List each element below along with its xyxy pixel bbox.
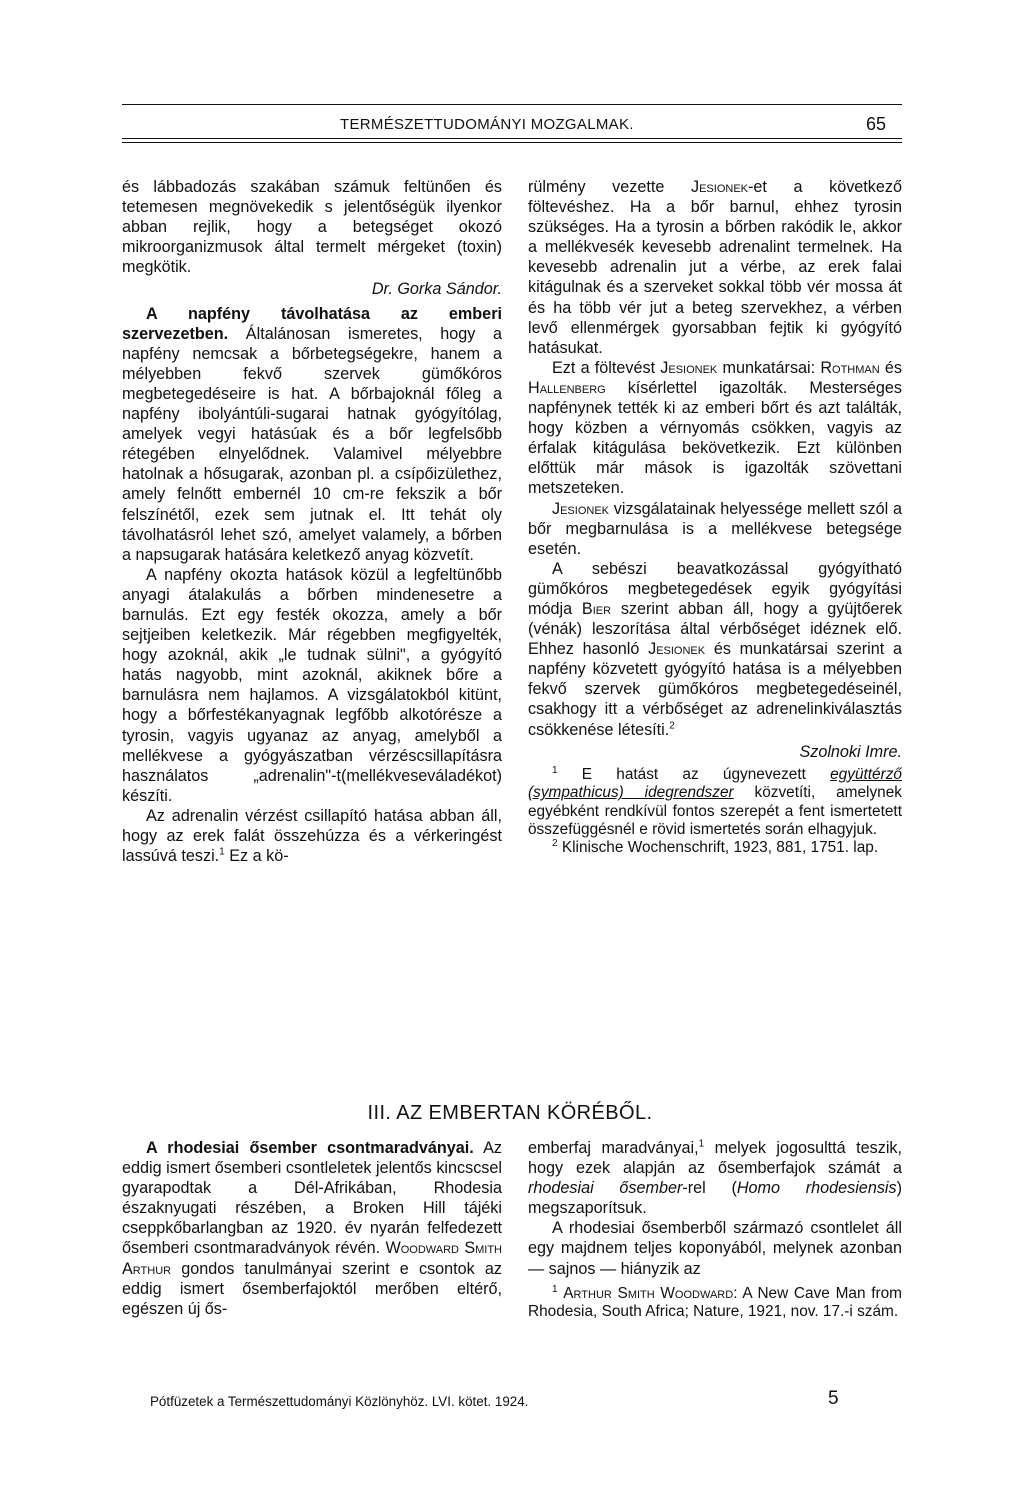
person-name: Woodward Smith Arthur	[122, 1239, 503, 1278]
paragraph-text: szerint abban áll, hogy a gyüjtőerek (vénák) leszorítása által vérbőséget idéznek elő. Ehhez hasonló	[528, 599, 902, 659]
emphasized-term: rhodesiai ősember	[528, 1179, 683, 1198]
paragraph-text: Ezt a föltevést	[552, 358, 661, 377]
left-column-top	[122, 177, 502, 866]
paragraph-text: vizsgálatainak helyessége mellett szól a bőr megbarnulása is a mellékvese betegsége esetén.	[528, 499, 902, 558]
page-number: 65	[866, 114, 887, 134]
paragraph-text: rülmény vezette	[528, 178, 691, 196]
paragraph-text: A sebészi beavatkozással gyógyítható gümőkóros megbetegedések egyik gyógyítási módja	[528, 559, 902, 618]
paragraph	[528, 499, 902, 559]
person-name: Hallenberg	[528, 378, 606, 397]
running-header: TERMÉSZETTUDOMÁNYI MOZGALMAK.	[340, 116, 634, 133]
paragraph-text: ) megszaporítsuk.	[528, 1179, 902, 1218]
paragraph	[528, 358, 902, 499]
paragraph-text: Az adrenalin vérzést csillapító hatása abban áll, hogy az erek falát összehúzza és a vérkeringést lassúvá teszi.	[122, 806, 502, 866]
footnote-ref: 2	[669, 720, 675, 732]
paragraph-text: emberfaj maradványai,	[528, 1139, 699, 1157]
person-name: Arthur Smith Woodward	[563, 1284, 734, 1302]
header-rule-bottom-2	[122, 142, 902, 143]
paragraph-text: munkatársai:	[717, 358, 821, 377]
article-paragraph	[122, 304, 502, 565]
footnote-text: közvetíti, amelynek egyébként rendkívül fontos szerepét a fent ismertetett összefüggésnél e rövid ismertetés során elhagyjuk.	[528, 784, 902, 838]
footnote	[528, 839, 902, 857]
footer-page-number: 5	[828, 1388, 839, 1409]
paragraph-text: kísérlettel igazolták. Mesterséges napfénynek tették ki az emberi bőrt és azt találták, hogy közben a vérnyomás csökken, vagyis az érfalak kitágulása bekövetkezik. Ezt különben előttük már mások is igazolták szövettani metszeteken.	[528, 378, 902, 498]
person-name: Jesionek	[648, 640, 706, 659]
footnote-ref: 1	[698, 1138, 705, 1150]
footnote	[528, 766, 902, 840]
header-rule-bottom	[122, 138, 902, 139]
footnote-text: E hatást az úgynevezett	[557, 765, 831, 783]
right-column-top	[528, 177, 902, 858]
footnotes	[528, 1285, 902, 1322]
person-name: Rothman	[820, 358, 880, 377]
footnote-text: : A New Cave Man from Rhodesia, South Africa; Nature, 1921, nov. 17.-i szám.	[528, 1284, 902, 1321]
footnote	[528, 1285, 902, 1322]
paragraph-text: gondos tanulmányai szerint e csontok az eddig ismert ősemberfajoktól merőben eltérő, egészen új ős-	[122, 1259, 502, 1318]
author-signature: Szolnoki Imre.	[799, 742, 902, 761]
footnotes	[528, 766, 902, 858]
paragraph-text: és munkatársai szerint a napfény közvetett gyógyító hatása is a mélyebben fekvő szervek gümőkóros megbetegedéseinél, csakhogy itt a vérbőséget az adrenelinkiválasztás csökkenése létesíti.	[528, 640, 902, 739]
emphasized-term: együttérző (sympathicus) idegrendszer	[528, 765, 902, 802]
paragraph: és lábbadozás szakában számuk feltünően és tetemesen megnövekedik s jelentőségük ilyenkor abban rejlik, hogy a betegséget okozó mikroorganizmusok által termelt mérgeket (toxin) megkötik.	[122, 178, 502, 277]
right-column-bottom	[528, 1138, 902, 1321]
paragraph-text: és	[879, 358, 902, 377]
article-heading: A napfény távolhatása az emberi szervezetben.	[122, 304, 502, 343]
header-rule-top	[122, 104, 902, 105]
person-name: Jesionek	[660, 358, 718, 377]
paragraph-text: -et a következő föltevéshez. Ha a bőr barnul, ehhez tyrosin szükséges. Ha a tyrosin a bőrben rakódik le, akkor a mellékvesék kevesebb adrenalint termelnek. Ha kevesebb adrenalin jut a vérbe, az erek falai kitágulnak és a szerveket sokkal több vér mossa át és ha több vér jut a beteg szervekhez, a vérben levő ellenmérgek gyorsabban fejtik ki gyógyító hatásukat.	[528, 178, 902, 357]
footnote-number: 1	[552, 764, 558, 776]
paragraph	[528, 1138, 902, 1218]
paragraph	[122, 806, 502, 866]
footnote-text: Klinische Wochenschrift, 1923, 881, 1751. lap.	[557, 839, 879, 857]
footnote-number: 2	[552, 838, 558, 850]
paragraph-text: Az eddig ismert ősemberi csontleletek jelentős kincscsel gyarapodtak a Dél-Afrikában, Rhodesia északnyugati részében, a Broken Hill tájéki cseppkőbarlangban az 1920. év nyarán felfedezett ősemberi csontmaradványok révén.	[122, 1139, 502, 1258]
paragraph: A napfény okozta hatások közül a legfeltünőbb anyagi átalakulás a bőrben mindenesetre a barnulás. Ezt egy festék okozza, amely a bőr sejtjeiben keletkezik. Már régebben megfigyelték, hogy azoknál, akik „le tudnak sülni", a gyógyító hatás nagyobb, mint azoknál, akiknek bőre a barnulásra nem hajlamos. A vizsgálatokból kitünt, hogy a bőrfestékanyagnak legfőbb alkotórésze a tyrosin, vagyis ugyanaz az anyag, amelyből a mellékvese a gyógyászatban vérzéscsillapításra használatos „adrenalin"-t(mellékveseváladékot) készíti.	[122, 565, 502, 805]
paragraph-text: -rel (	[682, 1179, 737, 1198]
paragraph-text: melyek jogosulttá teszik, hogy ezek alapján az ősemberfajok számát a	[528, 1139, 903, 1178]
section-title: III. AZ EMBERTAN KÖRÉBŐL.	[367, 1102, 653, 1124]
paragraph: A rhodesiai ősemberből származó csontlelet áll egy majdnem teljes koponyából, melynek azonban — sajnos — hiányzik az	[528, 1219, 902, 1278]
footnote-ref: 1	[219, 846, 225, 858]
paragraph	[528, 559, 902, 740]
footnote-number: 1	[552, 1283, 558, 1295]
paragraph-text: Ez a kö-	[224, 847, 289, 866]
person-name: Bier	[581, 599, 612, 618]
author-signature: Dr. Gorka Sándor.	[371, 280, 502, 299]
person-name: Jesionek	[552, 499, 609, 518]
page-footer: Pótfüzetek a Természettudományi Közlönyhöz. LVI. kötet. 1924.	[150, 1394, 529, 1409]
person-name: Jesionek	[691, 178, 748, 196]
emphasized-term: Homo rhodesiensis	[736, 1179, 897, 1198]
paragraph-text: Általánosan ismeretes, hogy a napfény nemcsak a bőrbetegségekre, hanem a mélyebben fekvő szervek gümőkóros megbetegedéseire is hat. A bőrbajoknál főleg a napfény ibolyántúli-sugarai hatnak gyógyítólag, amelyek vegyi hatásúak és a bőr legfelsőbb rétegében elnyelődnek. Valamivel mélyebbre hatolnak a hősugarak, azonban pl. a csípőizülethez, amely felnőtt embernél 10 cm-re fekszik a bőr felszínétől, ezek sem jutnak el. Itt tehát oly távolhatásról lehet szó, amelyet valamely, a bőrben a napsugarak hatására keletkező anyag közvetít.	[122, 324, 503, 564]
paragraph	[528, 177, 902, 358]
left-column-bottom	[122, 1138, 502, 1319]
article-paragraph	[122, 1138, 502, 1319]
article-heading: A rhodesiai ősember csontmaradványai.	[146, 1139, 474, 1157]
